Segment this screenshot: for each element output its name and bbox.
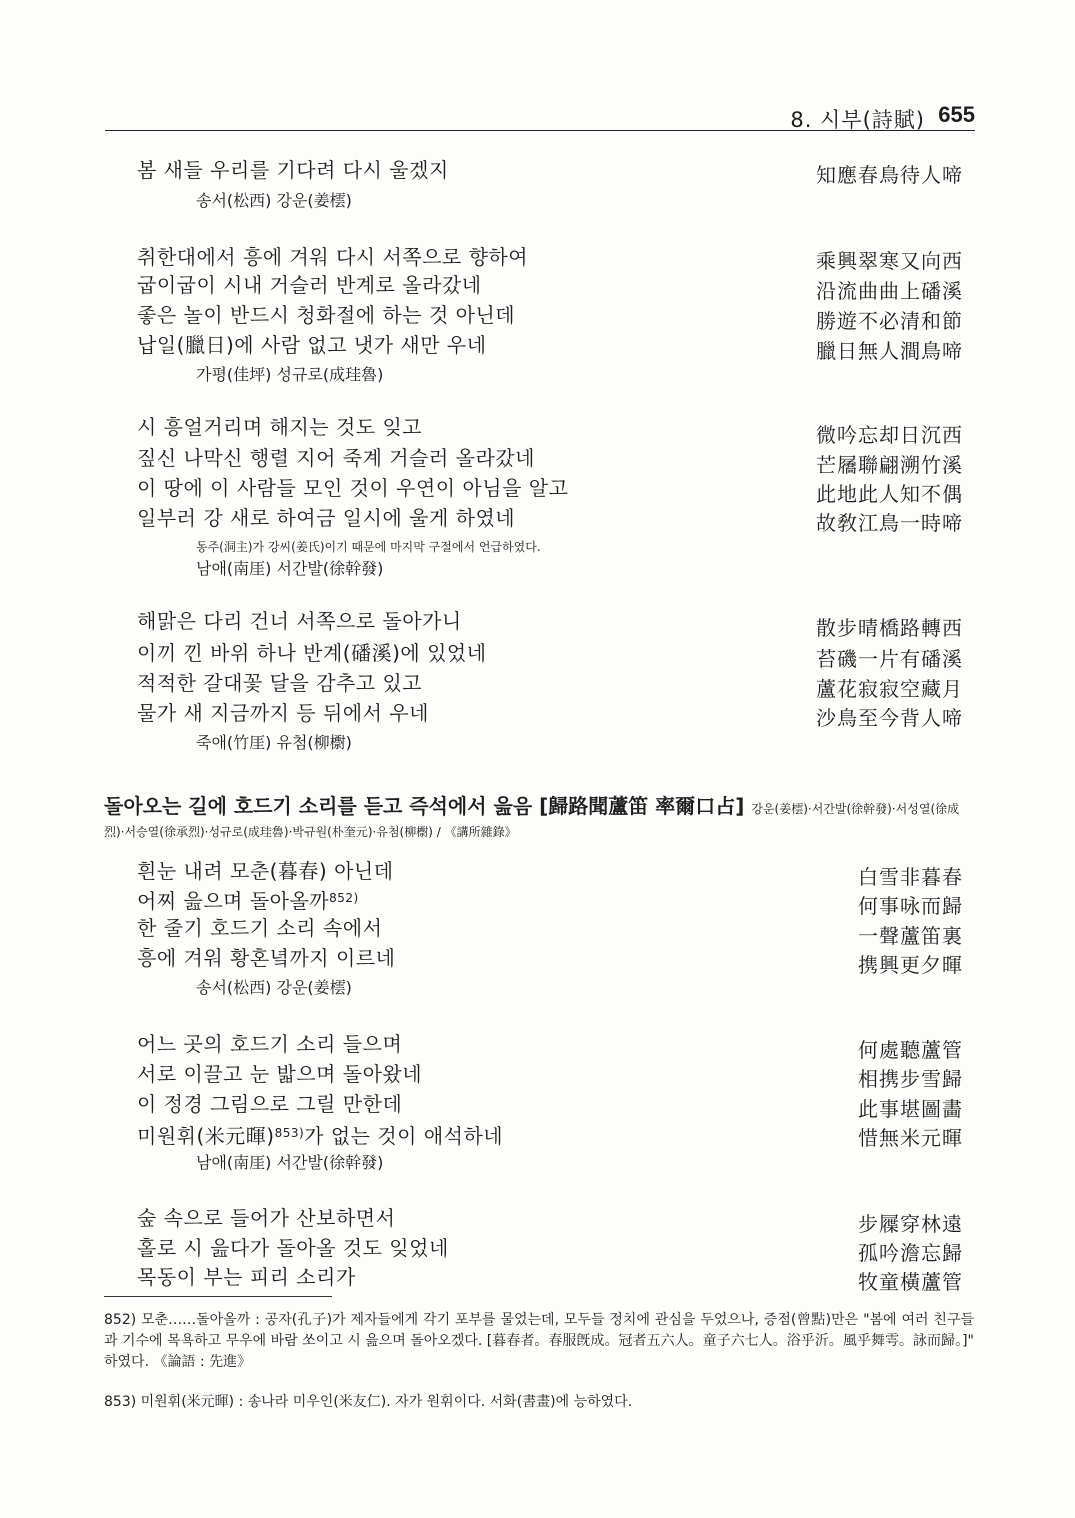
poem-line-chinese: 蘆花寂寂空藏月 [816, 677, 963, 701]
poem-line-korean: 이 정경 그림으로 그릴 만한데 [137, 1092, 403, 1116]
poem-line-korean: 해맑은 다리 건너 서쪽으로 돌아가니 [137, 609, 462, 633]
poem-line-korean: 물가 새 지금까지 등 뒤에서 우네 [137, 701, 429, 725]
poem-line-chinese: 携興更夕暉 [858, 953, 963, 977]
poem-line-chinese: 勝遊不必清和節 [816, 309, 963, 333]
poem-line-chinese: 沿流曲曲上磻溪 [816, 279, 963, 303]
poem-author: 송서(松西) 강운(姜橒) [196, 191, 352, 210]
poem-line-chinese: 此事堪圖畵 [858, 1097, 963, 1121]
poem-line-korean: 좋은 놀이 반드시 청화절에 하는 것 아닌데 [137, 303, 516, 327]
section-title: 8. 시부(詩賦) [790, 108, 925, 132]
poem-line-chinese: 惜無米元暉 [858, 1126, 963, 1150]
poem-line-korean: 어느 곳의 호드기 소리 들으며 [137, 1032, 403, 1056]
poem-line-korean: 이 땅에 이 사람들 모인 것이 우연이 아님을 알고 [137, 476, 569, 500]
poem-note: 동주(洞主)가 강씨(姜氏)이기 때문에 마지막 구절에서 언급하였다. [196, 540, 541, 554]
poem-line-chinese: 此地此人知不偶 [816, 482, 963, 506]
poem-line-text: 가 없는 것이 애석하네 [304, 1124, 504, 1148]
poem-line-chinese: 故敎江鳥一時啼 [816, 511, 963, 535]
poem-set-title-main: 돌아오는 길에 호드기 소리를 듣고 즉석에서 읊음 [歸路聞蘆笛 率爾口占] [104, 794, 745, 818]
poem-line-korean: 목동이 부는 피리 소리가 [137, 1265, 356, 1289]
footnote-ref-853: 853) [274, 1126, 305, 1140]
poem-line-chinese: 牧童橫蘆管 [858, 1270, 963, 1294]
page-number: 655 [938, 102, 975, 127]
poem-author: 죽애(竹厓) 유첨(柳㯹) [196, 733, 352, 752]
poem-line-chinese: 何事咏而歸 [858, 894, 963, 918]
poem-line-korean: 흥에 겨워 황혼녘까지 이르네 [137, 946, 396, 970]
poem-line-text: 미원휘(米元暉) [137, 1124, 275, 1148]
poem-line-korean: 홀로 시 읊다가 돌아올 것도 잊었네 [137, 1236, 449, 1260]
poem-line-korean: 봄 새들 우리를 기다려 다시 울겠지 [137, 158, 449, 182]
poem-line-chinese: 知應春鳥待人啼 [816, 163, 963, 187]
footnote-divider [104, 1296, 332, 1297]
poem-line-chinese: 沙鳥至今背人啼 [816, 706, 963, 730]
poem-line-korean: 흰눈 내려 모춘(暮春) 아닌데 [137, 859, 394, 883]
poem-line-chinese: 芒屩聯翩溯竹溪 [816, 453, 963, 477]
poem-line-chinese: 苔磯一片有磻溪 [816, 647, 963, 671]
poem-line-korean: 이끼 낀 바위 하나 반계(磻溪)에 있었네 [137, 641, 487, 665]
poem-line-korean: 일부러 강 새로 하여금 일시에 울게 하였네 [137, 506, 516, 530]
poem-line-chinese: 何處聽蘆管 [858, 1038, 963, 1062]
poem-set-title [104, 790, 984, 819]
poem-line-korean: 취한대에서 흥에 겨워 다시 서쪽으로 향하여 [137, 245, 529, 269]
poem-line-text: 어찌 읊으며 돌아올까 [137, 889, 330, 913]
poem-line-chinese: 乘興翠寒又向西 [816, 249, 963, 273]
poem-set-attribution-continued: 烈)·서승열(徐承烈)·성규로(成珪魯)·박규원(朴奎元)·유첨(柳㯹) / 《講所雜錄》 [104, 825, 517, 839]
poem-line-chinese: 孤吟澹忘歸 [858, 1241, 963, 1265]
poem-line-korean: 굽이굽이 시내 거슬러 반계로 올라갔네 [137, 273, 482, 297]
footnote-853: 853) 미원휘(米元暉) : 송나라 미우인(米友仁). 자가 원휘이다. 서화(書畫)에 능하였다. [104, 1394, 633, 1410]
poem-line-chinese: 微吟忘却日沉西 [816, 423, 963, 447]
poem-line-chinese: 白雪非暮春 [858, 865, 963, 889]
poem-line-korean: 납일(臘日)에 사람 없고 냇가 새만 우네 [137, 333, 487, 357]
poem-line-korean: 숲 속으로 들어가 산보하면서 [137, 1206, 396, 1230]
poem-line-chinese: 散步晴橋路轉西 [816, 616, 963, 640]
poem-line-korean: 한 줄기 호드기 소리 속에서 [137, 916, 383, 940]
poem-author: 송서(松西) 강운(姜橒) [196, 978, 352, 997]
poem-line-chinese: 一聲蘆笛裏 [858, 924, 963, 948]
poem-line-korean: 적적한 갈대꽃 달을 감추고 있고 [137, 671, 423, 695]
poem-line-chinese: 相携步雪歸 [858, 1067, 963, 1091]
poem-set-attribution: 강운(姜橒)·서간발(徐幹發)·서성열(徐成 [751, 802, 960, 816]
poem-line-korean: 시 흥얼거리며 해지는 것도 잊고 [137, 415, 423, 439]
poem-line-chinese: 步屧穿林遠 [858, 1212, 963, 1236]
poem-author: 남애(南厓) 서간발(徐幹發) [196, 559, 384, 578]
poem-line-korean [137, 883, 359, 916]
poem-line-chinese: 臘日無人澗鳥啼 [816, 339, 963, 363]
poem-line-korean: 서로 이끌고 눈 밟으며 돌아왔네 [137, 1062, 423, 1086]
poem-line-korean: 짚신 나막신 행렬 지어 죽계 거슬러 올라갔네 [137, 446, 535, 470]
poem-line-korean [137, 1118, 503, 1151]
page-header [105, 104, 975, 131]
footnote-ref-852: 852) [329, 891, 359, 905]
footnote-852: 852) 모춘……돌아올까 : 공자(孔子)가 제자들에게 각기 포부를 물었는데, 모두들 정치에 관심을 두었으나, 증점(曾點)만은 "봄에 여러 친구들과 기수에 목욕하고 무우에 바람 쏘이고 시 읊으며 돌아오겠다. [暮春者。春服旣成。冠者五六人。童子六七人。浴乎沂。風乎舞雩。詠而歸。]" 하였다. 《論語 : 先進》 [104, 1312, 974, 1370]
poem-author: 가평(佳坪) 성규로(成珪魯) [196, 365, 384, 384]
poem-author: 남애(南厓) 서간발(徐幹發) [196, 1153, 384, 1172]
